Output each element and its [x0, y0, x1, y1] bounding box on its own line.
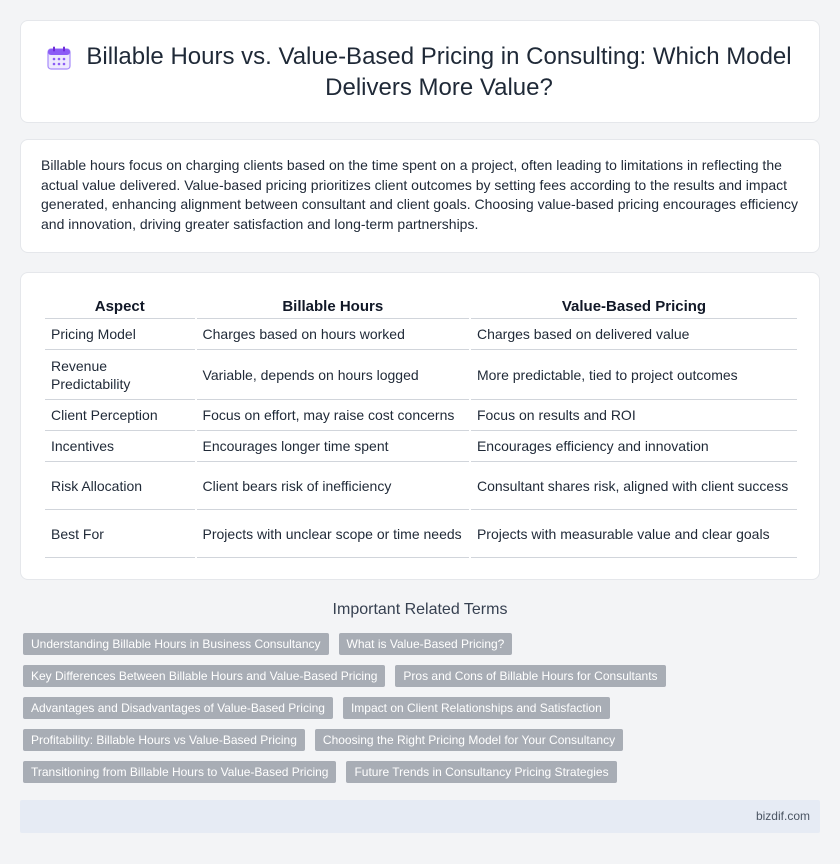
footer-bar	[20, 800, 820, 833]
related-term-link[interactable]: Impact on Client Relationships and Satisfaction	[343, 697, 610, 719]
comparison-table	[43, 295, 799, 558]
table-cell: Charges based on hours worked	[197, 319, 469, 350]
related-term-link[interactable]: What is Value-Based Pricing?	[339, 633, 513, 655]
comparison-table-card	[20, 272, 820, 580]
related-term-link[interactable]: Choosing the Right Pricing Model for Your Consultancy	[315, 729, 623, 751]
related-term-link[interactable]: Advantages and Disadvantages of Value-Based Pricing	[23, 697, 333, 719]
header-billable-hours: Billable Hours	[197, 295, 469, 319]
table-cell: Pricing Model	[45, 319, 195, 350]
table-row	[45, 510, 797, 558]
table-cell: Encourages efficiency and innovation	[471, 431, 797, 462]
related-term-link[interactable]: Future Trends in Consultancy Pricing Strategies	[346, 761, 616, 783]
title-row	[46, 41, 794, 103]
intro-paragraph: Billable hours focus on charging clients based on the time spent on a project, often leading to limitations in reflecting the actual value delivered. Value-based pricing prioritizes client outcomes by setting fees according to the results and impact generated, enhancing alignment between consultant and client goals. Choosing value-based pricing encourages efficiency and innovation, driving greater satisfaction and long-term partnerships.	[41, 157, 799, 232]
table-cell: Charges based on delivered value	[471, 319, 797, 350]
table-row	[45, 350, 797, 400]
table-cell: Variable, depends on hours logged	[197, 350, 469, 400]
table-row	[45, 462, 797, 510]
table-header-row	[45, 295, 797, 319]
table-cell: Consultant shares risk, aligned with client success	[471, 462, 797, 510]
related-term-link[interactable]: Key Differences Between Billable Hours and Value-Based Pricing	[23, 665, 385, 687]
related-terms-list	[23, 633, 823, 793]
table-row	[45, 431, 797, 462]
table-cell: Encourages longer time spent	[197, 431, 469, 462]
table-cell: Projects with unclear scope or time needs	[197, 510, 469, 558]
table-cell: Projects with measurable value and clear goals	[471, 510, 797, 558]
table-cell: Client bears risk of inefficiency	[197, 462, 469, 510]
calendar-icon	[46, 45, 72, 71]
table-cell: More predictable, tied to project outcomes	[471, 350, 797, 400]
related-term-link[interactable]: Profitability: Billable Hours vs Value-Based Pricing	[23, 729, 305, 751]
related-term-link[interactable]: Pros and Cons of Billable Hours for Consultants	[395, 665, 665, 687]
table-cell: Incentives	[45, 431, 195, 462]
page-title: Billable Hours vs. Value-Based Pricing in Consulting: Which Model Delivers More Value?	[86, 42, 792, 101]
intro-card	[20, 139, 820, 253]
table-row	[45, 319, 797, 350]
title-card	[20, 20, 820, 123]
table-cell: Client Perception	[45, 400, 195, 431]
header-value-based-pricing: Value-Based Pricing	[471, 295, 797, 319]
related-term-link[interactable]: Transitioning from Billable Hours to Value-Based Pricing	[23, 761, 336, 783]
related-terms-heading: Important Related Terms	[332, 601, 508, 618]
table-cell: Risk Allocation	[45, 462, 195, 510]
footer-site-link[interactable]: bizdif.com	[755, 809, 810, 823]
table-cell: Revenue Predictability	[45, 350, 195, 400]
table-cell: Focus on effort, may raise cost concerns	[197, 400, 469, 431]
header-aspect: Aspect	[45, 295, 195, 319]
table-cell: Best For	[45, 510, 195, 558]
related-term-link[interactable]: Understanding Billable Hours in Business Consultancy	[23, 633, 329, 655]
table-row	[45, 400, 797, 431]
table-cell: Focus on results and ROI	[471, 400, 797, 431]
